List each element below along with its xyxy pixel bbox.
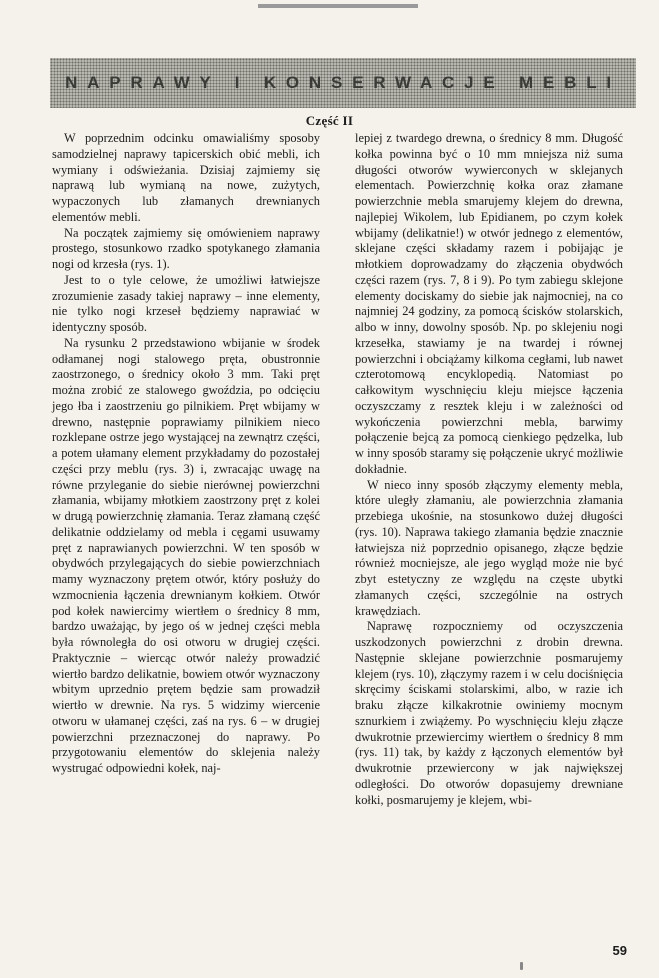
banner-title: NAPRAWY I KONSERWACJE MEBLI xyxy=(65,73,621,92)
paragraph: W nieco inny sposób złączymy elementy mebla, które uległy złamaniu, ale powierzchnia złamania przebiega ukośnie, na stosunkowo dużej długości (rys. 10). Naprawa takiego złamania będzie znacznie łatwiejsza niż poprzednio opisanego, złącze będzie również mocniejsze, ale jego wygląd może nie być zbyt estetyczny ze względu na częste ubytki złamanych części, szczególnie na ostrych krawędziach. xyxy=(355,477,623,618)
paragraph: Jest to o tyle celowe, że umożliwi łatwiejsze zrozumienie zasady takiej naprawy – inne elementy, nie tylko nogi krzeseł będziemy naprawiać w identyczny sposób. xyxy=(52,272,320,334)
paragraph-continued: lepiej z twardego drewna, o średnicy 8 mm. Długość kołka powinna być o 10 mm mniejsza niż suma długości otworów wywierconych w sklejanych elementach. Powierzchnię kołka oraz złamane powierzchnie mebla smarujemy klejem do drewna, najlepiej Wikolem, lub Epidianem, po czym kołek wbijamy (delikatnie!) w otwór jednego z elementów, sklejane części składamy razem i pobijając je młotkiem doprowadzamy do złączenia obydwóch części razem (rys. 7, 8 i 9). Po tym zabiegu sklejone elementy dociskamy do siebie jak najmocniej, na co najmniej 24 godziny, za pomocą ścisków stolarskich, albo w inny, dowolny sposób. Np. po sklejeniu nogi krzesełka, stawiamy je na twardej i równej powierzchni i obciążamy kilkoma cegłami, lub nawet czterotomową encyklopedią. Natomiast po całkowitym wyschnięciu kleju miejsce łączenia oczyszczamy z resztek kleju i w zależności od wykończenia powierzchni mebla, barwimy połączenie bejcą za pomocą cienkiego pędzelka, lub w inny sposób staramy się połączenie ukryć możliwie dokładnie. xyxy=(355,131,623,476)
paragraph: Naprawę rozpoczniemy od oczyszczenia uszkodzonych powierzchni z drobin drewna. Następnie sklejane powierzchnie posmarujemy klejem (rys. 10), złączymy razem i w celu dociśnięcia skręcimy ściskami stolarskimi, albo, w razie ich braku złącze kilkakrotnie owiniemy mocnym sznurkiem i zwiążemy. Po wyschnięciu kleju złącze dwukrotnie przewiercimy wiertłem o średnicy 8 mm (rys. 11) tak, by każdy z łączonych elementów był dwukrotnie przewiercony w jak największej odległości. Do otworów dopasujemy drewniane kołki, posmarujemy je klejem, wbi- xyxy=(355,619,623,807)
right-column xyxy=(355,131,623,808)
page-number: 59 xyxy=(612,943,627,958)
paragraph: Na początek zajmiemy się omówieniem naprawy prostego, stosunkowo rzadko spotykanego złamania nogi od krzesła (rys. 1). xyxy=(52,225,320,271)
scan-speck xyxy=(520,962,523,970)
section-banner xyxy=(50,58,636,108)
article-subtitle: Część II xyxy=(305,113,354,128)
paragraph: Na rysunku 2 przedstawiono wbijanie w środek odłamanej nogi stalowego pręta, obustronnie zaostrzonego, o średnicy około 3 mm. Taki pręt można zrobić ze stalowego gwoździa, po odcięciu jego łba i zaostrzeniu go pilnikiem. Pręt wbijamy w drewno, następnie poprawiamy pilnikiem nieco rozklepane ostrze jego wystającej na zewnątrz części, a potem ułamany element przykładamy do pozostałej części przy meblu (rys. 3) i, zwracając uwagę na równe przyleganie do siebie nierównej powierzchni złamania, wbijamy młotkiem zaostrzony pręt z kolei w drugą powierzchnię złamania. Teraz złamaną część delikatnie oddzielamy od mebla i cęgami usuwamy pręt z naprawianych powierzchni. W ten sposób w obydwóch przylegających do siebie powierzchniach mamy wyznaczony prętem otwór, który posłuży do wzmocnienia łączenia drewnianym kołkiem. Otwór pod kołek nawiercimy wiertłem o średnicy 8 mm, bardzo uważając, by jego oś w jednej części mebla była równoległa do osi otworu w drugiej części. Praktycznie – wiercąc otwór należy prowadzić wiertło bardzo delikatnie, bowiem otwór wyznaczony wbitym uprzednio prętem będzie sam prowadził wiertło w drewnie. Na rys. 5 widzimy wiercenie otworu w ułamanej części, zaś na rys. 6 – w drugiej powierzchni przeznaczonej do naprawy. Po przygotowaniu elementów do sklejenia należy wystrugać odpowiedni kołek, naj- xyxy=(52,335,320,775)
left-column xyxy=(52,131,320,777)
top-edge-mark xyxy=(258,4,418,8)
paragraph: W poprzednim odcinku omawialiśmy sposoby samodzielnej naprawy tapicerskich obić mebli, ich wymiany i odświeżania. Dzisiaj zajmiemy się naprawą lub wymianą na nowe, zużytych, wypaczonych lub złamanych drewnianych elementów mebli. xyxy=(52,131,320,224)
